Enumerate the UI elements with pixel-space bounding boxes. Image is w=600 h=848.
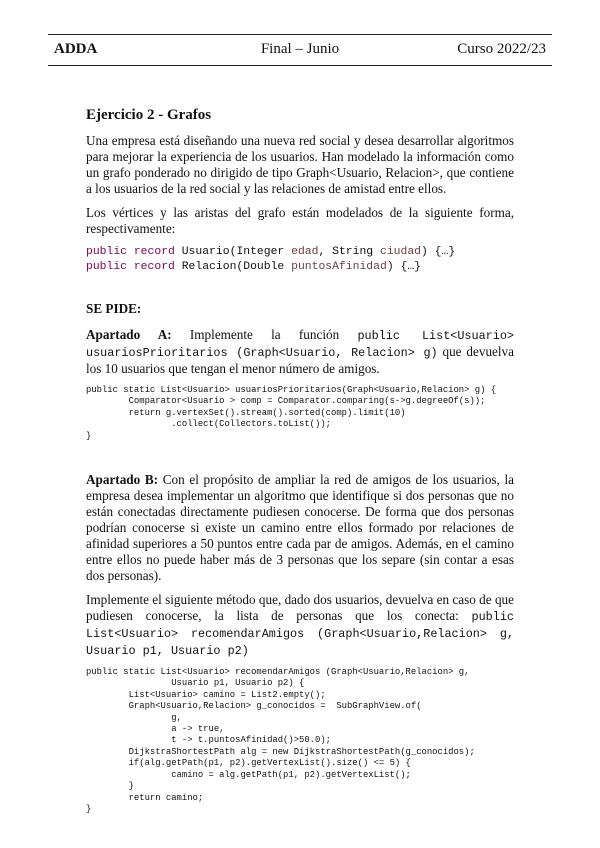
code-line: } bbox=[86, 803, 92, 814]
code-line: } bbox=[86, 430, 92, 441]
code-line: Comparator<Usuario > comp = Comparator.comparing(s->g.degreeOf(s)); bbox=[86, 396, 486, 407]
code-line: } bbox=[86, 781, 134, 792]
code-line: if(alg.getPath(p1, p2).getVertexList().size() <= 5) { bbox=[86, 758, 411, 769]
record-sep: , String bbox=[318, 246, 374, 258]
apartado-b-signature: public List<Usuario> recomendarAmigos (Graph<Usuario,Relacion> g, Usuario p1, Usuario p2) bbox=[86, 610, 514, 659]
apartado-a-label: Apartado A: bbox=[86, 327, 172, 342]
code-line: t -> t.puntosAfinidad()>50.0); bbox=[86, 735, 331, 746]
document-body bbox=[86, 107, 514, 815]
code-line: .collect(Collectors.toList()); bbox=[86, 419, 331, 430]
apartado-b-text: Con el propósito de ampliar la red de amigos de los usuarios, la empresa desea implementar un algoritmo que identifique si dos personas que no están conectadas directamente pudiesen conocerse. De forma que dos personas podrían conocerse si existe un camino entre ellos formado por relaciones de afinidad superiores a 50 puntos entre cada par de amigos. Además, en el camino entre ellos no puede haber más de 3 personas que los separe (sin contar a esas dos personas). bbox=[86, 472, 515, 584]
record-param: puntosAfinidad bbox=[291, 261, 387, 273]
code-line: public static List<Usuario> recomendarAmigos (Graph<Usuario,Relacion> g, bbox=[86, 667, 470, 678]
apartado-b-code bbox=[86, 667, 514, 815]
exercise-title: Ejercicio 2 - Grafos bbox=[86, 107, 212, 123]
apartado-a-statement bbox=[86, 327, 514, 377]
header-course-code: ADDA bbox=[54, 41, 98, 57]
apartado-b-label: Apartado B: bbox=[86, 472, 159, 488]
code-line: public static List<Usuario> usuariosPrioritarios(Graph<Usuario,Relacion> g) { bbox=[86, 385, 497, 395]
record-keyword: public record bbox=[86, 261, 175, 273]
record-param: edad bbox=[291, 246, 319, 258]
apartado-b-text2: Implemente el siguiente método que, dado dos usuarios, devuelva en caso de que pudiesen conocerse, la lista de personas que los conecta: bbox=[86, 592, 514, 624]
code-line: Usuario p1, Usuario p2) { bbox=[86, 678, 305, 689]
record-name: Relacion(Double bbox=[181, 261, 285, 273]
header-exam-title: Final – Junio bbox=[260, 41, 340, 57]
apartado-a-signature: public List<Usuario> usuariosPrioritarios (Graph<Usuario, Relacion> g) bbox=[86, 329, 514, 360]
record-definitions bbox=[86, 245, 514, 275]
code-line: List<Usuario> camino = List2.empty(); bbox=[86, 689, 326, 700]
code-line: Graph<Usuario,Relacion> g_conocidos = SubGraphView.of( bbox=[86, 701, 422, 712]
apartado-b-method bbox=[86, 592, 514, 659]
record-keyword: public record bbox=[86, 246, 175, 258]
apartado-a-code bbox=[86, 385, 514, 442]
code-line: return camino; bbox=[86, 792, 204, 803]
model-description: Los vértices y las aristas del grafo están modelados de la siguiente forma, respectivamente: bbox=[86, 205, 514, 236]
se-pide-heading: SE PIDE: bbox=[86, 301, 142, 316]
record-name: Usuario(Integer bbox=[181, 246, 285, 258]
code-line: return g.vertexSet().stream().sorted(comp).limit(10) bbox=[86, 407, 406, 418]
exercise-intro: Una empresa está diseñando una nueva red social y desea desarrollar algoritmos para mejorar la experiencia de los usuarios. Han modelado la información como un grafo ponderado no dirigido de tipo Graph<Usuario, Relacion>, que contiene a los usuarios de la red social y las relaciones de amistad entre ellos. bbox=[86, 133, 514, 196]
page-header bbox=[48, 34, 552, 66]
record-tail: ) {…} bbox=[421, 246, 456, 258]
apartado-a-text-end: que devuelva los 10 usuarios que tengan el menor número de amigos. bbox=[86, 344, 515, 376]
code-line: g, bbox=[86, 712, 182, 723]
apartado-a-text: Implemente la función bbox=[171, 327, 358, 342]
code-line: DijkstraShortestPath alg = new DijkstraShortestPath(g_conocidos); bbox=[86, 746, 475, 757]
header-course-year: Curso 2022/23 bbox=[457, 41, 546, 57]
code-line: camino = alg.getPath(p1, p2).getVertexList(); bbox=[86, 769, 411, 780]
apartado-b-statement bbox=[86, 472, 514, 584]
code-line: a -> true, bbox=[86, 724, 225, 735]
record-tail: ) {…} bbox=[386, 261, 421, 273]
record-param: ciudad bbox=[379, 246, 421, 258]
